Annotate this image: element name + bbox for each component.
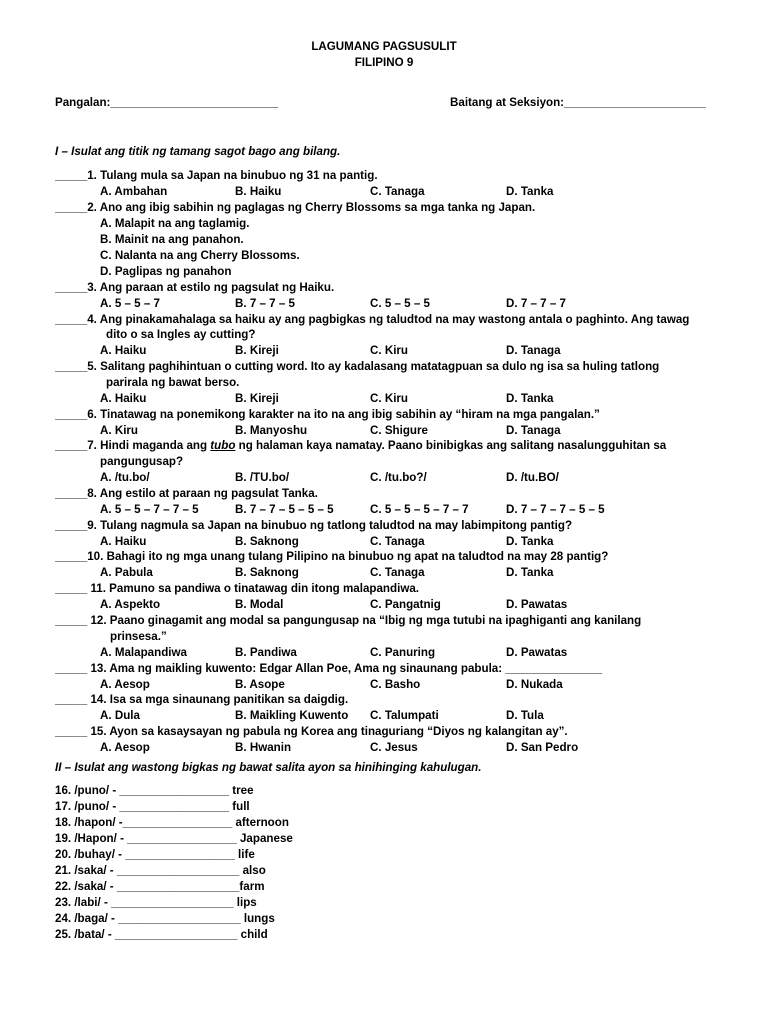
q15-choice-c: C. Jesus	[370, 741, 418, 754]
question-12-cont: prinsesa.”	[110, 630, 167, 643]
q9-choice-a: A. Haiku	[100, 535, 147, 548]
question-5: _____5. Salitang paghihintuan o cutting word. Ito ay kadalasang matatagpuan sa dulo ng isa sa huling tatlong	[55, 360, 660, 373]
q4-choice-a: A. Haiku	[100, 344, 147, 357]
q10-choice-a: A. Pabula	[100, 566, 153, 579]
part2-instruction: II – Isulat ang wastong bigkas ng bawat salita ayon sa hinihinging kahulugan.	[55, 761, 482, 774]
question-3: _____3. Ang paraan at estilo ng pagsulat ng Haiku.	[55, 281, 335, 294]
q6-choice-b: B. Manyoshu	[235, 424, 308, 437]
q10-choice-b: B. Saknong	[235, 566, 299, 579]
q5-choice-b: B. Kireji	[235, 392, 279, 405]
q10-choice-c: C. Tanaga	[370, 566, 425, 579]
list-item: 16. /puno/ - _________________ tree	[55, 784, 254, 797]
question-9: _____9. Tulang nagmula sa Japan na binubuo ng tatlong taludtod na may labimpitong pantig?	[55, 519, 573, 532]
question-6: _____6. Tinatawag na ponemikong karakter na ito na ang ibig sabihin ay “hiram na mga pangalan.”	[55, 408, 600, 421]
q10-choice-d: D. Tanka	[506, 566, 554, 579]
q7-choice-d: D. /tu.BO/	[506, 471, 559, 484]
list-item: 17. /puno/ - _________________ full	[55, 800, 250, 813]
name-field: Pangalan:__________________________	[55, 96, 279, 109]
underlined-word: tubo	[210, 439, 236, 452]
list-item: 18. /hapon/ -_________________ afternoon	[55, 816, 289, 829]
q6-choice-a: A. Kiru	[100, 424, 139, 437]
q5-choice-d: D. Tanka	[506, 392, 554, 405]
q14-choice-b: B. Maikling Kuwento	[235, 709, 349, 722]
q4-choice-d: D. Tanaga	[506, 344, 561, 357]
q3-choice-b: B. 7 – 7 – 5	[235, 297, 295, 310]
question-12: _____ 12. Paano ginagamit ang modal sa pangungusap na “Ibig ng mga tutubi na ipaghiganti ang kanilang	[55, 614, 642, 627]
q11-choice-d: D. Pawatas	[506, 598, 568, 611]
q15-choice-b: B. Hwanin	[235, 741, 292, 754]
q11-choice-a: A. Aspekto	[100, 598, 161, 611]
page-title: LAGUMANG PAGSUSULIT	[311, 40, 457, 53]
q15-choice-d: D. San Pedro	[506, 741, 579, 754]
list-item: 19. /Hapon/ - _________________ Japanese	[55, 832, 293, 845]
q3-choice-d: D. 7 – 7 – 7	[506, 297, 566, 310]
q2-choice-c: C. Nalanta na ang Cherry Blossoms.	[100, 249, 300, 262]
q1-choice-d: D. Tanka	[506, 185, 554, 198]
q13-choice-d: D. Nukada	[506, 678, 563, 691]
question-5-cont: parirala ng bawat berso.	[106, 376, 240, 389]
question-7-cont: pangungusap?	[100, 455, 184, 468]
q8-choice-d: D. 7 – 7 – 7 – 5 – 5	[506, 503, 605, 516]
q12-choice-c: C. Panuring	[370, 646, 436, 659]
question-11: _____ 11. Pamuno sa pandiwa o tinatawag din itong malapandiwa.	[55, 582, 420, 595]
q13-choice-c: C. Basho	[370, 678, 421, 691]
question-4: _____4. Ang pinakamahalaga sa haiku ay ang pagbigkas ng taludtod na may wastong antala o paghinto. Ang tawag	[55, 313, 690, 326]
page-subtitle: FILIPINO 9	[354, 56, 414, 69]
q9-choice-b: B. Saknong	[235, 535, 299, 548]
question-2: _____2. Ano ang ibig sabihin ng paglagas ng Cherry Blossoms sa mga tanka ng Japan.	[55, 201, 536, 214]
q7-choice-b: B. /TU.bo/	[235, 471, 290, 484]
question-13: _____ 13. Ama ng maikling kuwento: Edgar Allan Poe, Ama ng sinaunang pabula: _______________	[55, 662, 603, 675]
question-8: _____8. Ang estilo at paraan ng pagsulat Tanka.	[55, 487, 318, 500]
q9-choice-d: D. Tanka	[506, 535, 554, 548]
question-7-post: ng halaman kaya namatay. Paano binibigkas ang salitang nasalungguhitan sa	[235, 439, 667, 452]
q8-choice-b: B. 7 – 7 – 5 – 5 – 5	[235, 503, 334, 516]
list-item: 25. /bata/ - ___________________ child	[55, 928, 268, 941]
q13-choice-a: A. Aesop	[100, 678, 150, 691]
q9-choice-c: C. Tanaga	[370, 535, 425, 548]
q3-choice-a: A. 5 – 5 – 7	[100, 297, 160, 310]
q8-choice-c: C. 5 – 5 – 5 – 7 – 7	[370, 503, 469, 516]
q12-choice-b: B. Pandiwa	[235, 646, 297, 659]
q15-choice-a: A. Aesop	[100, 741, 150, 754]
q2-choice-b: B. Mainit na ang panahon.	[100, 233, 244, 246]
q1-choice-c: C. Tanaga	[370, 185, 425, 198]
q7-choice-a: A. /tu.bo/	[100, 471, 150, 484]
question-4-cont: dito o sa Ingles ay cutting?	[106, 328, 256, 341]
list-item: 24. /baga/ - ___________________ lungs	[55, 912, 275, 925]
q14-choice-a: A. Dula	[100, 709, 140, 722]
q7-choice-c: C. /tu.bo?/	[370, 471, 427, 484]
section-field: Baitang at Seksiyon:______________________	[450, 96, 706, 109]
q12-choice-a: A. Malapandiwa	[100, 646, 187, 659]
question-7	[55, 438, 666, 454]
q8-choice-a: A. 5 – 5 – 7 – 7 – 5	[100, 503, 199, 516]
q14-choice-d: D. Tula	[506, 709, 544, 722]
q14-choice-c: C. Talumpati	[370, 709, 439, 722]
list-item: 23. /labi/ - ___________________ lips	[55, 896, 257, 909]
list-item: 21. /saka/ - ___________________ also	[55, 864, 266, 877]
q1-choice-a: A. Ambahan	[100, 185, 168, 198]
q5-choice-a: A. Haiku	[100, 392, 147, 405]
list-item: 22. /saka/ - ___________________farm	[55, 880, 265, 893]
q12-choice-d: D. Pawatas	[506, 646, 568, 659]
q11-choice-c: C. Pangatnig	[370, 598, 441, 611]
part1-instruction: I – Isulat ang titik ng tamang sagot bago ang bilang.	[55, 145, 341, 158]
q2-choice-d: D. Paglipas ng panahon	[100, 265, 232, 278]
q13-choice-b: B. Asope	[235, 678, 285, 691]
question-15: _____ 15. Ayon sa kasaysayan ng pabula ng Korea ang tinaguriang “Diyos ng kalangitan ay”.	[55, 725, 568, 738]
q2-choice-a: A. Malapit na ang taglamig.	[100, 217, 250, 230]
q4-choice-c: C. Kiru	[370, 344, 409, 357]
q3-choice-c: C. 5 – 5 – 5	[370, 297, 430, 310]
q6-choice-c: C. Shigure	[370, 424, 428, 437]
q1-choice-b: B. Haiku	[235, 185, 282, 198]
question-1: _____1. Tulang mula sa Japan na binubuo ng 31 na pantig.	[55, 169, 378, 182]
list-item: 20. /buhay/ - _________________ life	[55, 848, 255, 861]
question-10: _____10. Bahagi ito ng mga unang tulang Pilipino na binubuo ng apat na taludtod na may 28 pantig?	[55, 550, 609, 563]
q11-choice-b: B. Modal	[235, 598, 284, 611]
question-14: _____ 14. Isa sa mga sinaunang panitikan sa daigdig.	[55, 693, 349, 706]
question-7-pre: _____7. Hindi maganda ang	[55, 439, 211, 452]
q5-choice-c: C. Kiru	[370, 392, 409, 405]
q4-choice-b: B. Kireji	[235, 344, 279, 357]
q6-choice-d: D. Tanaga	[506, 424, 561, 437]
